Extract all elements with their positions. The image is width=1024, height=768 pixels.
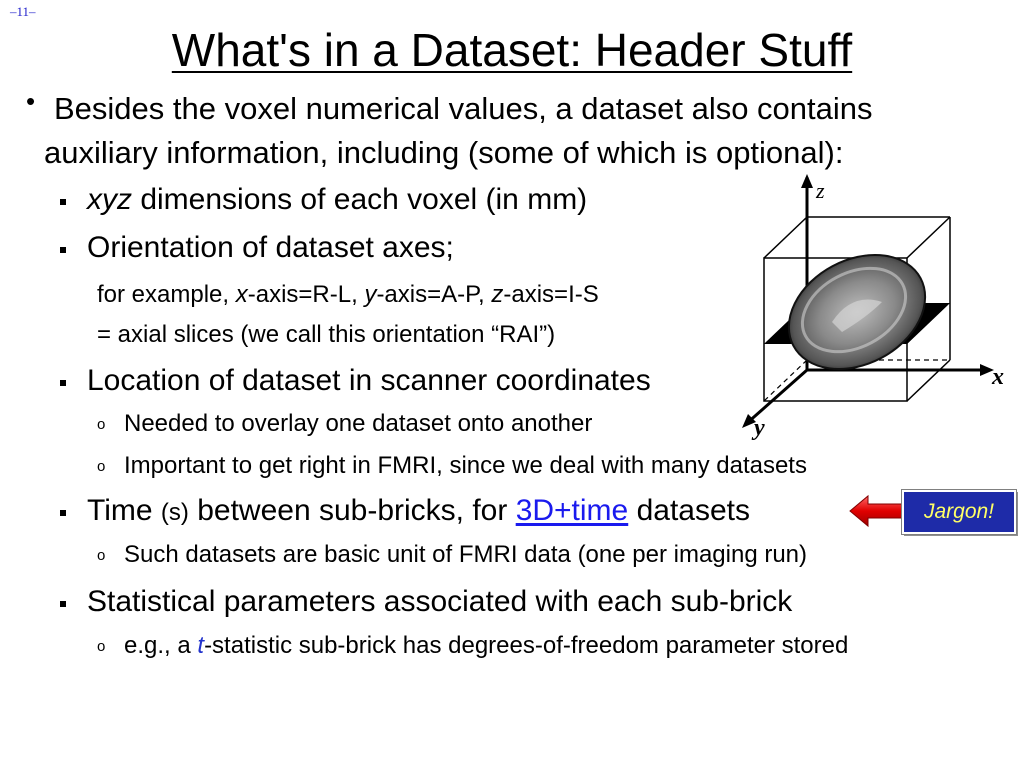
- item-stats: Statistical parameters associated with each sub-brick: [87, 585, 793, 618]
- intro-line-1: Besides the voxel numerical values, a dataset also contains: [54, 91, 873, 126]
- axial-slice-diagram: [732, 172, 1012, 442]
- square-bullet: [60, 380, 66, 386]
- time-sub-1: Such datasets are basic unit of FMRI data (one per imaging run): [124, 541, 808, 568]
- x-axis-label: x: [992, 364, 1004, 390]
- red-arrow-icon: [848, 493, 906, 529]
- stats-sub-1: [124, 631, 848, 661]
- y-axis-label: y: [754, 415, 765, 441]
- time-unit: (s): [160, 499, 189, 526]
- square-bullet: [60, 601, 66, 607]
- orient-y: y: [364, 281, 377, 308]
- location-sub-2: Important to get right in FMRI, since we deal with many datasets: [124, 452, 807, 479]
- orient-z: z: [491, 281, 504, 308]
- orient-prefix: for example,: [97, 281, 236, 308]
- xyz-italic: xyz: [87, 183, 132, 216]
- intro-line-2: auxiliary information, including (some of which is optional):: [44, 135, 844, 170]
- item-location: Location of dataset in scanner coordinates: [87, 364, 651, 397]
- orientation-example-2: = axial slices (we call this orientation “RAI”): [97, 321, 556, 348]
- time-post: datasets: [628, 494, 750, 527]
- stats-sub-post: -statistic sub-brick has degrees-of-freedom parameter stored: [204, 632, 849, 659]
- square-bullet: [60, 247, 66, 253]
- square-bullet: [60, 199, 66, 205]
- slide-title: [0, 22, 1024, 78]
- xyz-text: dimensions of each voxel (in mm): [132, 183, 588, 216]
- time-link[interactable]: 3D+time: [515, 494, 629, 527]
- circle-bullet: o: [97, 547, 106, 564]
- jargon-badge: Jargon!: [902, 490, 1016, 534]
- bullet-marker: •: [26, 86, 36, 116]
- item-orientation: Orientation of dataset axes;: [87, 231, 454, 264]
- time-mid: between sub-bricks, for: [188, 494, 516, 527]
- circle-bullet: o: [97, 458, 106, 475]
- orient-x-rest: -axis=R-L,: [247, 281, 365, 308]
- slide-title-text: What's in a Dataset: Header Stuff: [171, 24, 853, 76]
- time-pre: Time: [87, 494, 161, 527]
- stats-sub-t: t: [197, 632, 205, 659]
- stats-sub-pre: e.g., a: [124, 632, 198, 659]
- square-bullet: [60, 510, 66, 516]
- orient-x: x: [235, 281, 248, 308]
- circle-bullet: o: [97, 638, 106, 655]
- item-time: [87, 493, 750, 531]
- location-sub-1: Needed to overlay one dataset onto another: [124, 410, 593, 437]
- z-axis-label: z: [816, 178, 825, 203]
- orientation-example: [97, 280, 599, 310]
- item-xyz: [87, 182, 587, 218]
- orient-y-rest: -axis=A-P,: [376, 281, 492, 308]
- circle-bullet: o: [97, 416, 106, 433]
- orient-z-rest: -axis=I-S: [503, 281, 599, 308]
- page-number: –11–: [10, 4, 36, 19]
